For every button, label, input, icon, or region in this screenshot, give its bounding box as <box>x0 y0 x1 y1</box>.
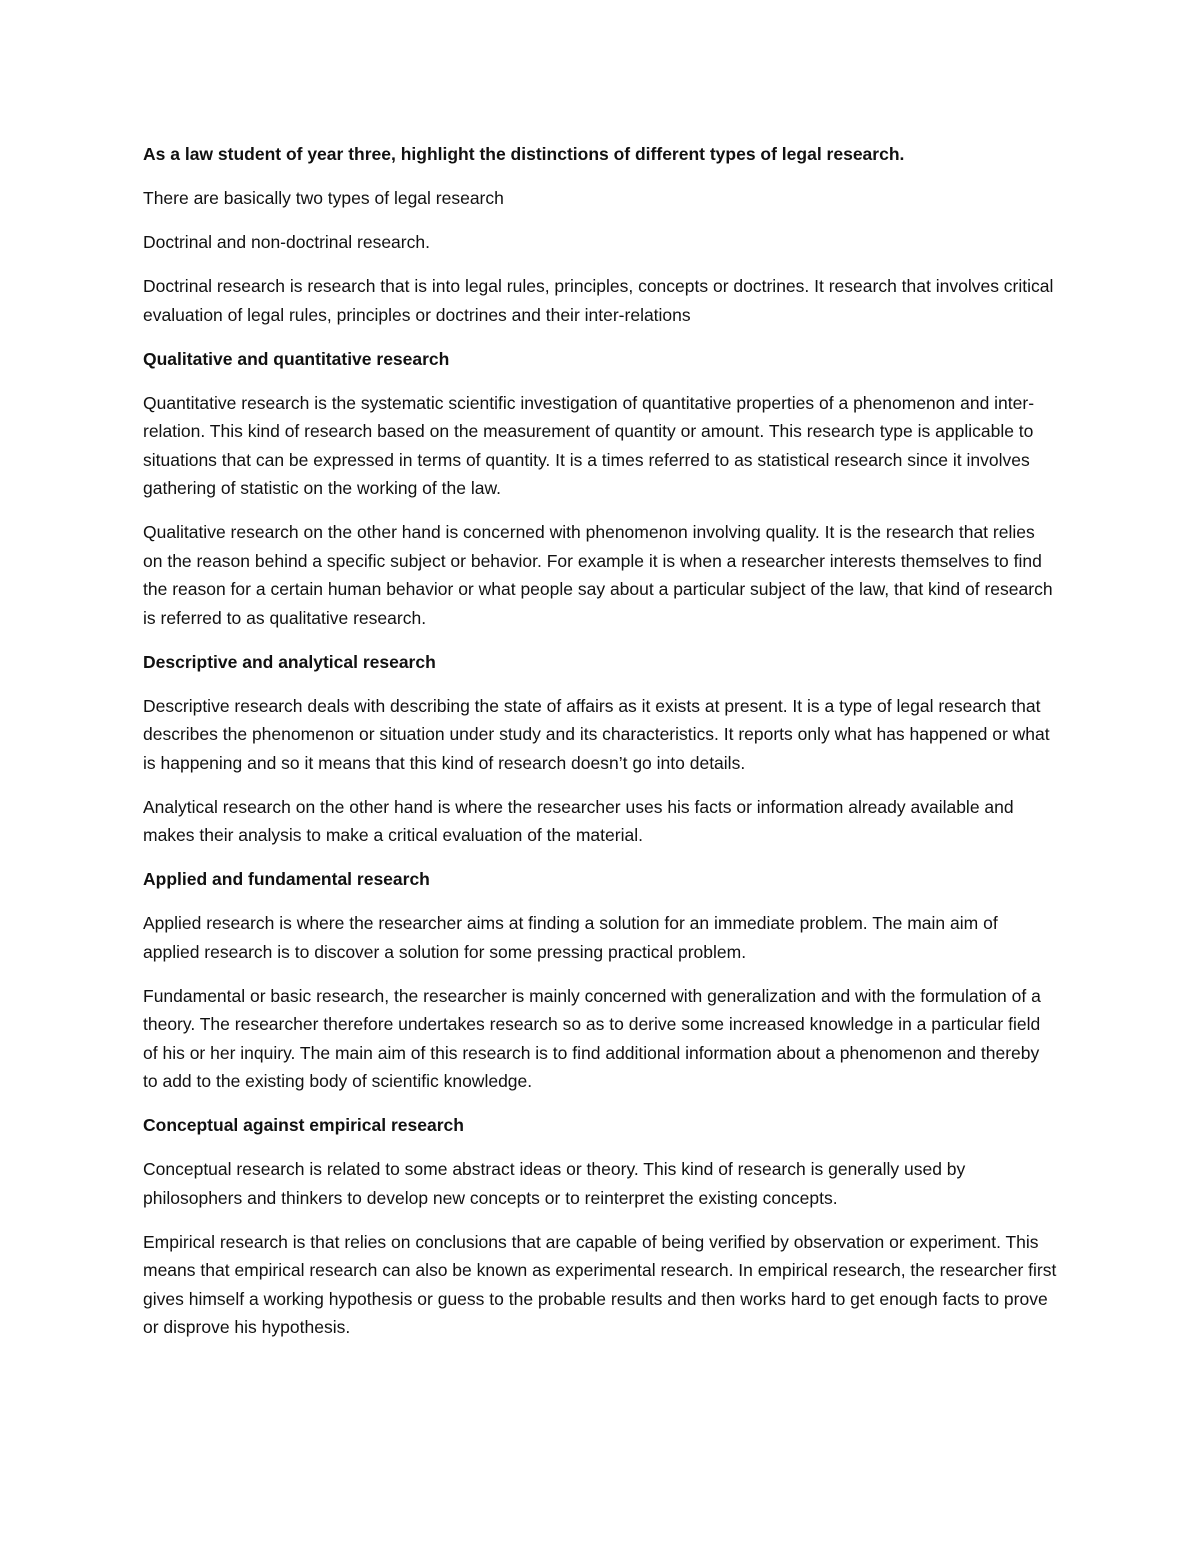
empirical-paragraph: Empirical research is that relies on conclusions that are capable of being verified by observation or experiment. This means that empirical research can also be known as experimental research. In empirical research, the researcher first gives himself a working hypothesis or guess to the probable results and then works hard to get enough facts to prove or disprove his hypothesis. <box>143 1231 1057 1337</box>
section-heading-applied-fundamental: Applied and fundamental research <box>143 869 430 889</box>
doctrinal-paragraph: Doctrinal research is research that is into legal rules, principles, concepts or doctrines. It research that involves critical evaluation of legal rules, principles or doctrines and their inter-relations <box>143 276 1054 325</box>
fundamental-paragraph: Fundamental or basic research, the researcher is mainly concerned with generalization and with the formulation of a theory. The researcher therefore undertakes research so as to derive some increased knowledge in a particular field of his or her inquiry. The main aim of this research is to find additional information about a phenomenon and thereby to add to the existing body of scientific knowledge. <box>143 985 1041 1091</box>
applied-paragraph: Applied research is where the researcher aims at finding a solution for an immediate problem. The main aim of applied research is to discover a solution for some pressing practical problem. <box>143 913 998 962</box>
intro-paragraph: There are basically two types of legal research <box>143 188 504 208</box>
section-heading-conceptual-empirical: Conceptual against empirical research <box>143 1115 464 1135</box>
document-title: As a law student of year three, highlight the distinctions of different types of legal research. <box>143 144 905 164</box>
document-page <box>143 140 1058 1357</box>
descriptive-paragraph: Descriptive research deals with describing the state of affairs as it exists at present. It is a type of legal research that describes the phenomenon or situation under study and its characteristics. It reports only what has happened or what is happening and so it means that this kind of research doesn’t go into details. <box>143 695 1050 773</box>
section-heading-qualitative-quantitative: Qualitative and quantitative research <box>143 348 450 369</box>
section-heading-descriptive-analytical: Descriptive and analytical research <box>143 651 436 672</box>
quantitative-paragraph: Quantitative research is the systematic scientific investigation of quantitative properties of a phenomenon and inter-relation. This kind of research based on the measurement of quantity or amount. This research type is applicable to situations that can be expressed in terms of quantity. It is a times referred to as statistical research since it involves gathering of statistic on the working of the law. <box>143 392 1035 498</box>
analytical-paragraph: Analytical research on the other hand is where the researcher uses his facts or information already available and makes their analysis to make a critical evaluation of the material. <box>143 796 1014 845</box>
intro-types-paragraph: Doctrinal and non-doctrinal research. <box>143 232 430 252</box>
qualitative-paragraph: Qualitative research on the other hand is concerned with phenomenon involving quality. It is the research that relies on the reason behind a specific subject or behavior. For example it is when a researcher interests themselves to find the reason for a certain human behavior or what people say about a particular subject of the law, that kind of research is referred to as qualitative research. <box>143 522 1053 628</box>
conceptual-paragraph: Conceptual research is related to some abstract ideas or theory. This kind of research is generally used by philosophers and thinkers to develop new concepts or to reinterpret the existing concepts. <box>143 1159 966 1208</box>
